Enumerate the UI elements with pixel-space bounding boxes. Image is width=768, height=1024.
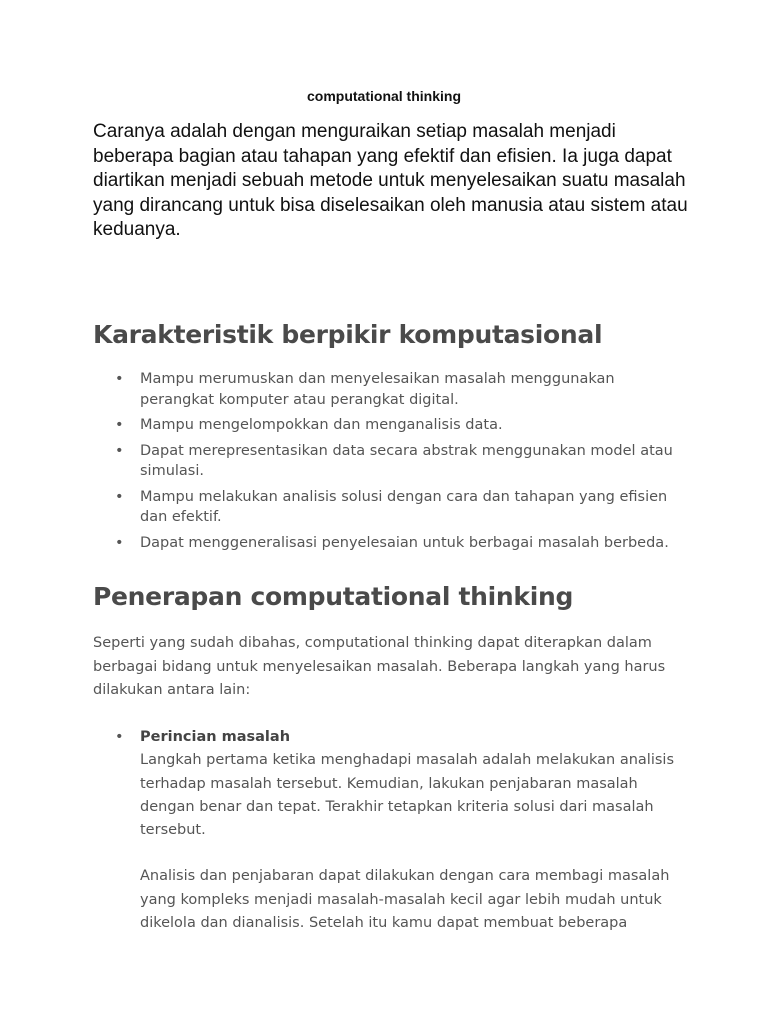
bullet-icon: • (115, 417, 124, 433)
heading-penerapan: Penerapan computational thinking (93, 582, 574, 611)
karakteristik-list (93, 369, 683, 558)
list-item-text: Mampu merumuskan dan menyelesaikan masalah menggunakan perangkat komputer atau perangkat digital. (140, 371, 615, 408)
penerapan-intro-paragraph: Seperti yang sudah dibahas, computational thinking dapat diterapkan dalam berbagai bidang untuk menyelesaikan masalah. Beberapa langkah yang harus dilakukan antara lain: (93, 635, 666, 698)
list-item (93, 415, 683, 436)
list-item-text: Dapat merepresentasikan data secara abstrak menggunakan model atau simulasi. (140, 442, 673, 479)
list-item (93, 441, 683, 482)
heading-karakteristik: Karakteristik berpikir komputasional (93, 320, 603, 349)
list-item (93, 487, 683, 528)
bullet-icon: • (115, 488, 124, 505)
list-item (93, 369, 683, 410)
step-title: Perincian masalah (140, 729, 291, 745)
steps-list (93, 726, 683, 958)
step-paragraph: Analisis dan penjabaran dapat dilakukan dengan cara membagi masalah yang kompleks menjadi masalah-masalah kecil agar lebih mudah untuk dikelola dan dianalisis. Setelah itu kamu dapat membuat beberapa (140, 868, 670, 932)
intro-paragraph: Caranya adalah dengan menguraikan setiap masalah menjadi beberapa bagian atau tahapan yang efektif dan efisien. Ia juga dapat diartikan menjadi sebuah metode untuk menyelesaikan suatu masalah yang dirancang untuk bisa diselesaikan oleh manusia atau sistem atau keduanya. (93, 121, 688, 240)
list-item-text: Mampu melakukan analisis solusi dengan cara dan tahapan yang efisien dan efektif. (140, 488, 668, 525)
list-item-text: Mampu mengelompokkan dan menganalisis data. (140, 417, 503, 433)
list-item (93, 533, 683, 554)
bullet-icon: • (115, 729, 124, 745)
step-item (93, 726, 683, 935)
list-item-text: Dapat menggeneralisasi penyelesaian untuk berbagai masalah berbeda. (140, 534, 669, 551)
step-paragraph: Langkah pertama ketika menghadapi masalah adalah melakukan analisis terhadap masalah tersebut. Kemudian, lakukan penjabaran masalah dengan benar dan tepat. Terakhir tetapkan kriteria solusi dari masalah tersebut. (140, 752, 674, 839)
bullet-icon: • (115, 534, 124, 551)
bullet-icon: • (115, 442, 124, 459)
document-title: computational thinking (307, 88, 461, 104)
bullet-icon: • (115, 371, 124, 387)
